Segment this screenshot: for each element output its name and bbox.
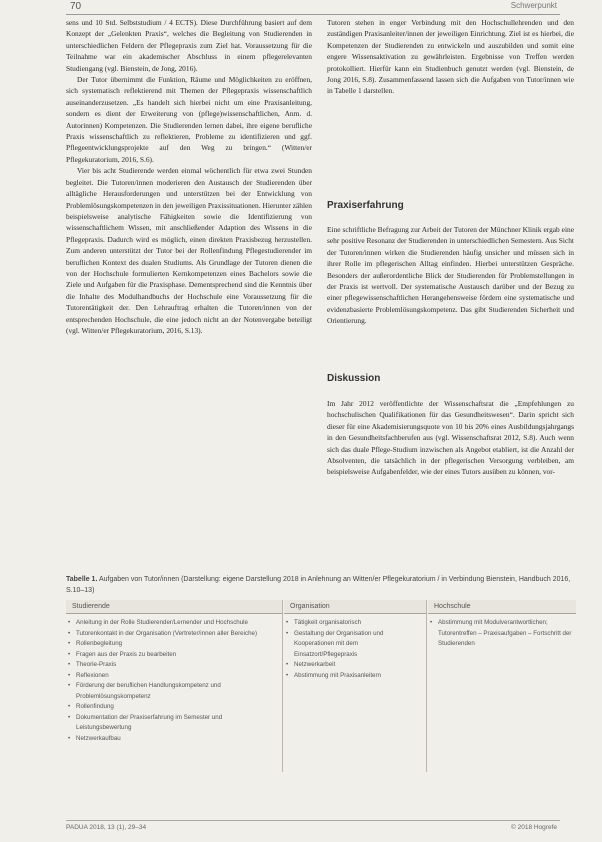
- section-heading-diskussion: Diskussion: [327, 373, 381, 384]
- list-item: • Gestaltung der Organisation und Kooperationen mit dem Einsatzort/Pflegepraxis: [294, 629, 422, 661]
- page-number: 70: [70, 1, 82, 12]
- praxiserfahrung-paragraph: Eine schriftliche Befragung zur Arbeit der Tutoren der Münchner Klinik ergab eine sehr positive Resonanz der Studierenden in unterschiedlichen Semestern. Aus Sicht der Tutoren/innen wirken die Studierenden häufig unsicher und müssen sich in ihrer Rolle im pflegerischen Alltag einfinden. Hierbei unterstützen Gespräche. Besonders der außerordentliche Blick der Studierenden für Problemstellungen in der Praxis ist wertvoll. Der systematische Austausch darüber und der Bezug zu einer pflegewissenschaftlichen Herangehensweise fördern eine systematische und evidenzbasierte Problemlösungskompetenz. Das gibt Studierenden Sicherheit und Orientierung.: [327, 225, 574, 326]
- header-rule: [66, 14, 560, 15]
- table-header-studierende: Studierende: [66, 600, 282, 614]
- list-item: • Abstimmung mit Modulverantwortlichen; Tutorentreffen – Praxisaufgaben – Fortschritt der Studierenden: [438, 618, 574, 650]
- table-header-hochschule: Hochschule: [428, 600, 576, 614]
- list-item: • Förderung der beruflichen Handlungskompetenz und Problemlösungskompetenz: [76, 681, 276, 702]
- list-item: • Netzwerkarbeit: [294, 660, 422, 671]
- list-item: • Tutorenkontakt in der Organisation (Vertreter/innen aller Bereiche): [76, 629, 276, 640]
- left-paragraph: sens und 10 Std. Selbststudium / 4 ECTS). Diese Durchführung basiert auf dem Konzept der „Gelenkten Praxis“, welches die Begleitung von Studierenden in unterschiedlichen Feldern der Pflegepraxis zum Ziel hat. Voraussetzung für die Teilnahme war ein akademischer Abschluss in einem pflegerelevanten Studiengang (vgl. Bienstein, de Jong, 2016).: [66, 18, 312, 73]
- diskussion-paragraph: Im Jahr 2012 veröffentlichte der Wissenschaftsrat die „Empfehlungen zu hochschulischen Qualifikationen für das Gesundheitswesen“. Darin spricht sich dieser für eine Akademisierungsquote von 10 bis 20% eines Ausbildungsjahrgangs in den Gesundheitsfachberufen aus (vgl. Wissenschaftsrat 2012, S.8). Auch wenn sich das duale Pflege-Studium inzwischen als Angebot etabliert, ist die Anzahl der Absolventen, die tatsächlich in der pflegerischen Versorgung verbleiben, am beispielsweise Aufgabenfelder, wie der eines Tutors ausüben zu können, vor-: [327, 399, 574, 477]
- table-cell-organisation: [284, 618, 422, 681]
- table-cell-hochschule: [428, 618, 574, 650]
- left-column: [66, 17, 312, 336]
- footer-rule: [66, 820, 560, 821]
- list-item: • Abstimmung mit Praxisanleitern: [294, 671, 422, 682]
- list-item: • Netzwerkaufbau: [76, 734, 276, 745]
- table-caption-label: Tabelle 1.: [66, 576, 98, 583]
- left-paragraph: Vier bis acht Studierende werden einmal wöchentlich für etwa zwei Stunden begleitet. Die Tutoren/innen moderieren den Austausch der Studierenden über alltägliche Herausforderungen und unterstützen bei der Entwicklung von Problemlösungskompetenzen in den jeweiligen Praxissituationen. Hierunter zählen beispielsweise analytische Fähigkeiten sowie die Identifizierung von wissenschaftlichem Wissen, mit anschließender Adaption des Wissens in die Pflegepraxis. Dadurch wird es möglich, einen direkten Praxisbezug herzustellen. Zum anderen unterstützt der Tutor bei der Rollenfindung Pflegestudierender im beruflichen Kontext des dualen Studiums. Als Grundlage der Tutoren dienen die von der Hochschule formulierten Kernkompetenzen eines Bachelors sowie die Ziele und Aufgaben für die Praxisphase. Dementsprechend sind die Kenntnis über die Inhalte des Modulhandbuchs der Hochschule eine Voraussetzung für die Tutorentätigkeit der. Den Lehrauftrag erhalten die Tutoren/innen von der entsprechenden Hochschule, die eine jedoch nicht an der Notenvergabe beteiligt (vgl. Witten/er Pflegekuratorium, 2016, S.13).: [66, 166, 312, 335]
- praxiserfahrung-body: [327, 224, 574, 327]
- list-item: • Tätigkeit organisatorisch: [294, 618, 422, 629]
- left-paragraph: Der Tutor übernimmt die Funktion, Räume und Möglichkeiten zu eröffnen, sich systematisch reflektierend mit Themen der Pflegepraxis wissenschaftlich auseinanderzusetzen. „Es handelt sich hierbei nicht um eine Praxisanleitung, sondern es dient der Erweiterung von (pflege)wissenschaftlichen, Anm. d. Autorinnen) Kompetenzen. Die Studierenden lernen dabei, ihre eigene berufliche Praxis wissenschaftlich zu reflektieren, Probleme zu identifizieren und ggf. Pflegeentwicklungsprojekte auf den Weg zu bringen.“ (Witten/er Pflegekuratorium, 2016, S.6).: [66, 75, 312, 164]
- footer-publisher: © 2018 Hogrefe: [511, 824, 557, 831]
- footer-citation: PADUA 2018, 13 (1), 29–34: [66, 824, 147, 831]
- table-caption: [66, 574, 576, 596]
- table-caption-text: Aufgaben von Tutor/innen (Darstellung: eigene Darstellung 2018 in Anlehnung an Witten/er Pflegekuratorium / in Verbindung Bienstein, Handbuch 2016, S.10–13): [66, 576, 571, 594]
- list-item: • Rollenbegleitung: [76, 639, 276, 650]
- list-item: • Theorie-Praxis: [76, 660, 276, 671]
- running-title: Schwerpunkt: [510, 1, 557, 10]
- table-header-organisation: Organisation: [284, 600, 426, 614]
- diskussion-body: [327, 398, 574, 478]
- list-item: • Anleitung in der Rolle Studierender/Lernender und Hochschule: [76, 618, 276, 629]
- table-divider: [282, 600, 283, 772]
- right-column-intro: [327, 17, 574, 97]
- section-heading-praxiserfahrung: Praxiserfahrung: [327, 200, 404, 211]
- right-intro-paragraph: Tutoren stehen in enger Verbindung mit den Hochschullehrenden und den zuständigen Praxisanleiter/innen der jeweiligen Einrichtung. Ziel ist es hierbei, die Kompetenzen der Studierenden zu entwickeln und auszubilden und somit eine engere Wissensaktivation zu gewährleisten. Ergebnisse von Treffen werden protokolliert. Hierfür kann ein Studienbuch genutzt werden (vgl. Bienstein, de Jong 2016, S.8). Zusammenfassend lassen sich die Aufgaben von Tutor/innen wie in Tabelle 1 darstellen.: [327, 18, 574, 96]
- table-cell-studierende: [66, 618, 276, 744]
- list-item: • Rollenfindung: [76, 702, 276, 713]
- table-divider: [426, 600, 427, 772]
- list-item: • Reflexionen: [76, 671, 276, 682]
- tasks-table: [66, 600, 576, 772]
- list-item: • Dokumentation der Praxiserfahrung im Semester und Leistungsbewertung: [76, 713, 276, 734]
- list-item: • Fragen aus der Praxis zu bearbeiten: [76, 650, 276, 661]
